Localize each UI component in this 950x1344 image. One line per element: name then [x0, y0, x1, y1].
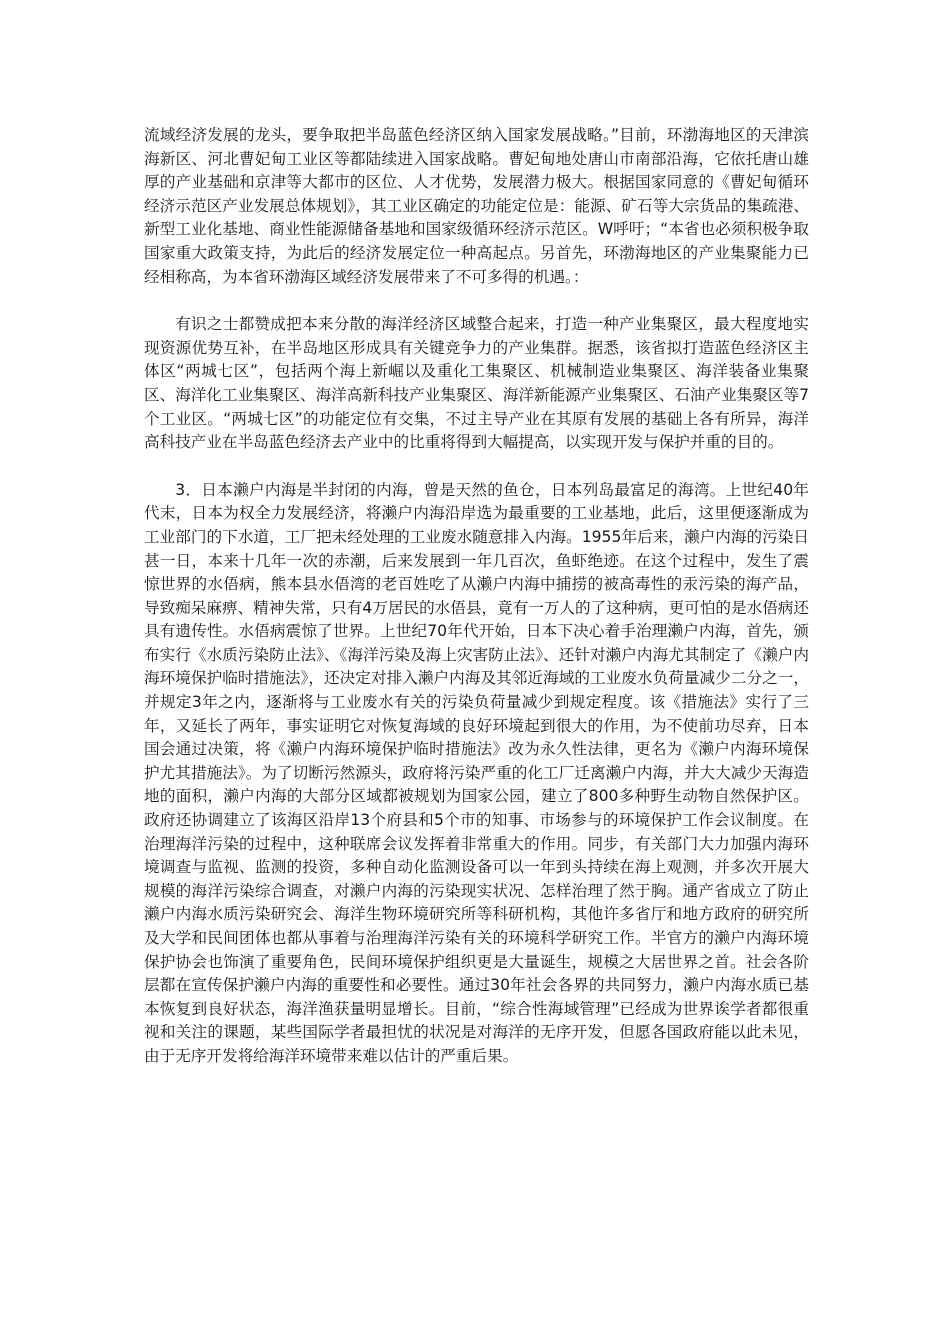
paragraph-2: 有识之士都赞成把本来分散的海洋经济区域整合起来，打造一种产业集聚区，最大程度地实现资源优势互补，在半岛地区形成具有关键竞争力的产业集群。据悉，该省拟打造蓝色经济区主体区“两城七区”，包括两个海上新崛以及重化工集聚区、机械制造业集聚区、海洋装备业集聚区、海洋化工业集聚区、海洋高新科技产业集聚区、海洋新能源产业集聚区、石油产业集聚区等7个工业区。“两城七区”的功能定位有交集，不过主导产业在其原有发展的基础上各有所异，海洋高科技产业在半岛蓝色经济去产业中的比重将得到大幅提高，以实现开发与保护并重的目的。 — [144, 315, 809, 452]
paragraph-3: 3．日本濑户内海是半封闭的内海，曾是天然的鱼仓，日本列岛最富足的海湾。上世纪40年代末，日本为权全力发展经济，将濑户内海沿岸选为最重要的工业基地，此后，这里便逐渐成为工业部门的下水道，工厂把未经处理的工业废水随意排入内海。1955年后来，濑户内海的污染日甚一日，本来十几年一次的赤潮，后来发展到一年几百次，鱼虾绝迹。在这个过程中，发生了震惊世界的水俉病，熊本县水俉湾的老百姓吃了从濑户内海中捕捞的被高毒性的汞污染的海产品，导致痴呆麻痹、精神失常，只有4万居民的水俉县，竟有一万人的了这种病，更可怕的是水俉病还具有遗传性。水俉病震惊了世界。上世纪70年代开始，日本下决心着手治理濑户内海，首先，颁布实行《水质污染防止法》、《海洋污染及海上灾害防止法》、还针对濑户内海尤其制定了《濑户内海环境保护临时措施法》，还决定对排入濑户内海及其邻近海域的工业废水负荷量减少二分之一，并规定3年之内，逐渐将与工业废水有关的污染负荷量减少到规定程度。该《措施法》实行了三年，又延长了两年，事实证明它对恢复海域的良好环境起到很大的作用，为不使前功尽弃，日本国会通过决策，将《濑户内海环境保护临时措施法》改为永久性法律，更名为《濑户内海环境保护尤其措施法》。为了切断污然源头，政府将污染严重的化工厂迁离濑户内海，并大大减少天海造地的面积，濑户内海的大部分区域都被规划为国家公园，建立了800多种野生动物自然保护区。政府还协调建立了该海区沿岸13个府县和5个市的知事、市场参与的环境保护工作会议制度。在治理海洋污染的过程中，这种联席会议发挥着非常重大的作用。同步，有关部门大力加强内海环境调查与监视、监测的投资，多种自动化监测设备可以一年到头持续在海上观测，并多次开展大规模的海洋污染综合调查，对濑户内海的污染现实状况、怎样治理了然于胸。通产省成立了防止濑户内海水质污染研究会、海洋生物环境研究所等科研机构，其他许多省厅和地方政府的研究所及大学和民间团体也都从事着与治理海洋污染有关的环境科学研究工作。半官方的濑户内海环境保护协会也饰演了重要角色，民间环境保护组织更是大量诞生，规模之大居世界之首。社会各阶层都在宣传保护濑户内海的重要性和必要性。通过30年社会各界的共同努力，濑户内海水质已基本恢复到良好状态，海洋渔获量明显增长。目前，“综合性海域管理”已经成为世界诶学者都很重视和关注的课题，某些国际学者最担忧的状况是对海洋的无序开发，但愿各国政府能以此未见，由于无序开发将给海洋环境带来难以估计的严重后果。 — [144, 480, 809, 1065]
paragraph-1: 流域经济发展的龙头，要争取把半岛蓝色经济区纳入国家发展战略。”目前，环渤海地区的天津滨海新区、河北曹妃甸工业区等都陆续进入国家战略。曹妃甸地处唐山市南部沿海，它依托唐山雄厚的产业基础和京津等大都市的区位、人才优势，发展潜力极大。根据国家同意的《曹妃甸循环经济示范区产业发展总体规划》，其工业区确定的功能定位是：能源、矿石等大宗货品的集疏港、新型工业化基地、商业性能源储备基地和国家级循环经济示范区。W呼吁；“本省也必须积极争取国家重大政策支持，为此后的经济发展定位一种高起点。另首先，环渤海地区的产业集聚能力已经相称高，为本省环渤海区域经济发展带来了不可多得的机遇。： — [144, 126, 809, 286]
document-body — [144, 124, 809, 1069]
